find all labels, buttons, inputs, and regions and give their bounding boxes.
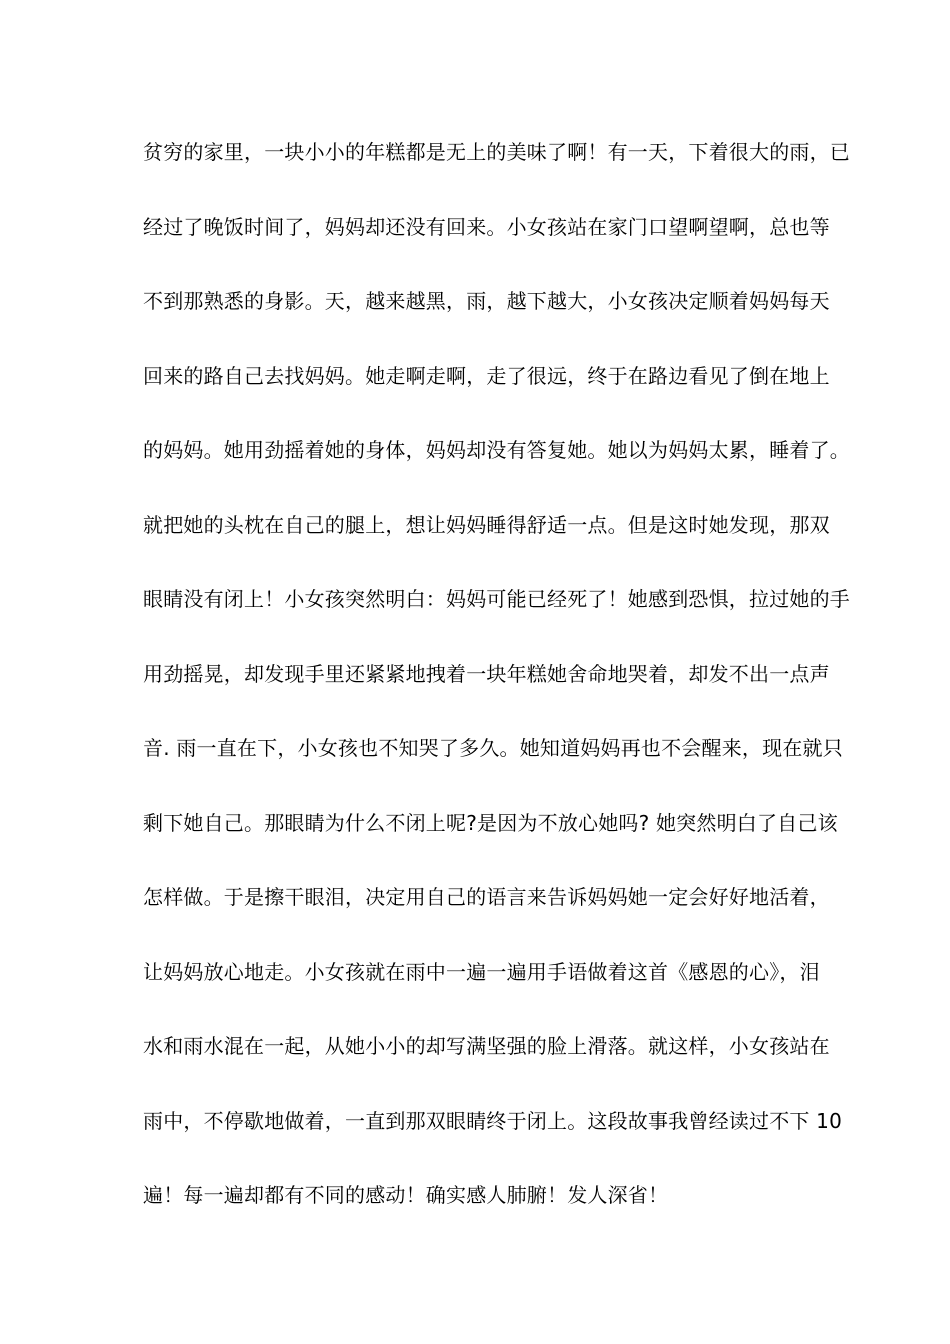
text-line-14: 雨中，不停歇地做着，一直到那双眼睛终于闭上。这段故事我曾经读过不下 10 (143, 1108, 843, 1133)
text-line-15: 遍！每一遍却都有不同的感动！确实感人肺腑！发人深省！ (143, 1183, 669, 1207)
text-line-5: 的妈妈。她用劲摇着她的身体，妈妈却没有答复她。她以为妈妈太累，睡着了。 (143, 438, 850, 462)
text-line-13: 水和雨水混在一起，从她小小的却写满坚强的脸上滑落。就这样，小女孩站在 (143, 1034, 830, 1058)
text-line-9: 音. 雨一直在下，小女孩也不知哭了多久。她知道妈妈再也不会醒来，现在就只 (143, 736, 843, 760)
text-line-2: 经过了晚饭时间了，妈妈却还没有回来。小女孩站在家门口望啊望啊，总也等 (143, 214, 830, 239)
story-paragraph (143, 133, 850, 1251)
text-line-3: 不到那熟悉的身影。天，越来越黑，雨，越下越大，小女孩决定顺着妈妈每天 (143, 289, 830, 313)
text-line-8: 用劲摇晃，却发现手里还紧紧地拽着一块年糕她舍命地哭着，却发不出一点声 (143, 661, 830, 686)
text-line-7: 眼睛没有闭上！小女孩突然明白：妈妈可能已经死了！她感到恐惧，拉过她的手 (143, 587, 850, 611)
text-line-6: 就把她的头枕在自己的腿上，想让妈妈睡得舒适一点。但是这时她发现，那双 (143, 512, 830, 537)
text-line-10: 剩下她自己。那眼睛为什么不闭上呢?是因为不放心她吗? 她突然明白了自己该 (143, 810, 838, 835)
text-line-1: 贫穷的家里，一块小小的年糕都是无上的美味了啊！有一天，下着很大的雨，已 (143, 140, 850, 164)
text-line-12: 让妈妈放心地走。小女孩就在雨中一遍一遍用手语做着这首《感恩的心》，泪 (143, 959, 820, 984)
text-line-4: 回来的路自己去找妈妈。她走啊走啊，走了很远，终于在路边看见了倒在地上 (143, 363, 830, 388)
text-line-11: 怎样做。于是擦干眼泪，决定用自己的语言来告诉妈妈她一定会好好地活着， (143, 885, 830, 909)
